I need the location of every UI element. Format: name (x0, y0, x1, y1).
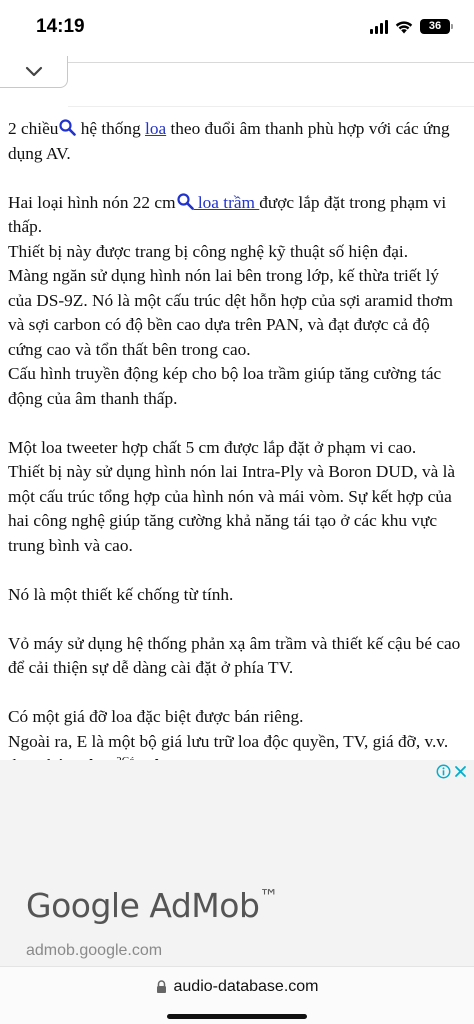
search-icon[interactable] (59, 119, 76, 136)
header-divider (0, 62, 474, 63)
status-icons (370, 19, 450, 34)
article-body (8, 117, 466, 779)
ad-title[interactable]: Google AdMob™ (26, 886, 278, 925)
status-time: 14:19 (36, 16, 85, 37)
paragraph-5: Vỏ máy sử dụng hệ thống phản xạ âm trầm và thiết kế cậu bé cao để cải thiện sự dễ dàng cài đặt ở phía TV. (8, 633, 461, 677)
ad-url[interactable]: admob.google.com (26, 942, 163, 959)
info-icon[interactable] (436, 764, 451, 779)
chevron-down-icon (25, 66, 43, 77)
paragraph-4: Nó là một thiết kế chống từ tính. (8, 584, 234, 604)
collapse-toggle-button[interactable] (0, 56, 68, 88)
link-loa[interactable]: loa (145, 119, 167, 138)
ad-banner[interactable] (0, 760, 474, 966)
status-bar (0, 0, 474, 56)
home-indicator[interactable] (167, 1014, 307, 1019)
lock-icon (156, 980, 167, 994)
browser-url-bar[interactable] (0, 966, 474, 1024)
cellular-signal-icon (370, 20, 388, 34)
close-icon[interactable] (453, 764, 468, 779)
paragraph-6: Có một giá đỡ loa đặc biệt được bán riêng. Ngoài ra, E là một bộ giá lưu trữ loa độc quyền, TV, giá đỡ, v.v. (8, 705, 466, 779)
header-bottom-divider (68, 106, 474, 107)
url-domain[interactable]: audio-database.com (173, 978, 319, 995)
battery-icon: 36 (420, 19, 450, 34)
paragraph-1: 2 chiều hệ thống loa theo đuổi âm thanh phù hợp với các ứng dụng AV. (8, 119, 450, 163)
paragraph-3: Một loa tweeter hợp chất 5 cm được lắp đặt ở phạm vi cao. Thiết bị này sử dụng hình nón lai Intra-Ply và Boron DUD, và là một cấu trúc tổng hợp của hình nón và mái vòm. Sự kết hợp của hai công nghệ giúp tăng cường khả năng tái tạo ở các khu vực trung bình và cao. (8, 437, 456, 555)
paragraph-2: Hai loại hình nón 22 cm loa trầm được lắp đặt trong phạm vi thấp. Thiết bị này được trang bị công nghệ kỹ thuật số hiện đại. Màng ngăn sử dụng hình nón lai bên trong lớp, kế thừa triết lý của DS-9Z. Nó là một cấu trúc dệt hỗn hợp của sợi aramid thơm và sợi carbon có độ bền cao dựa trên PAN, và đạt được cả độ cứng cao và tổn thất bên trong cao. Cấu hình truyền động kép cho bộ loa trầm giúp tăng cường tác động của âm thanh thấp. (8, 192, 453, 408)
search-icon[interactable] (177, 193, 194, 210)
link-loa-tram[interactable]: loa trầm (193, 192, 260, 212)
wifi-icon (395, 20, 413, 34)
ad-choices[interactable] (436, 764, 468, 779)
